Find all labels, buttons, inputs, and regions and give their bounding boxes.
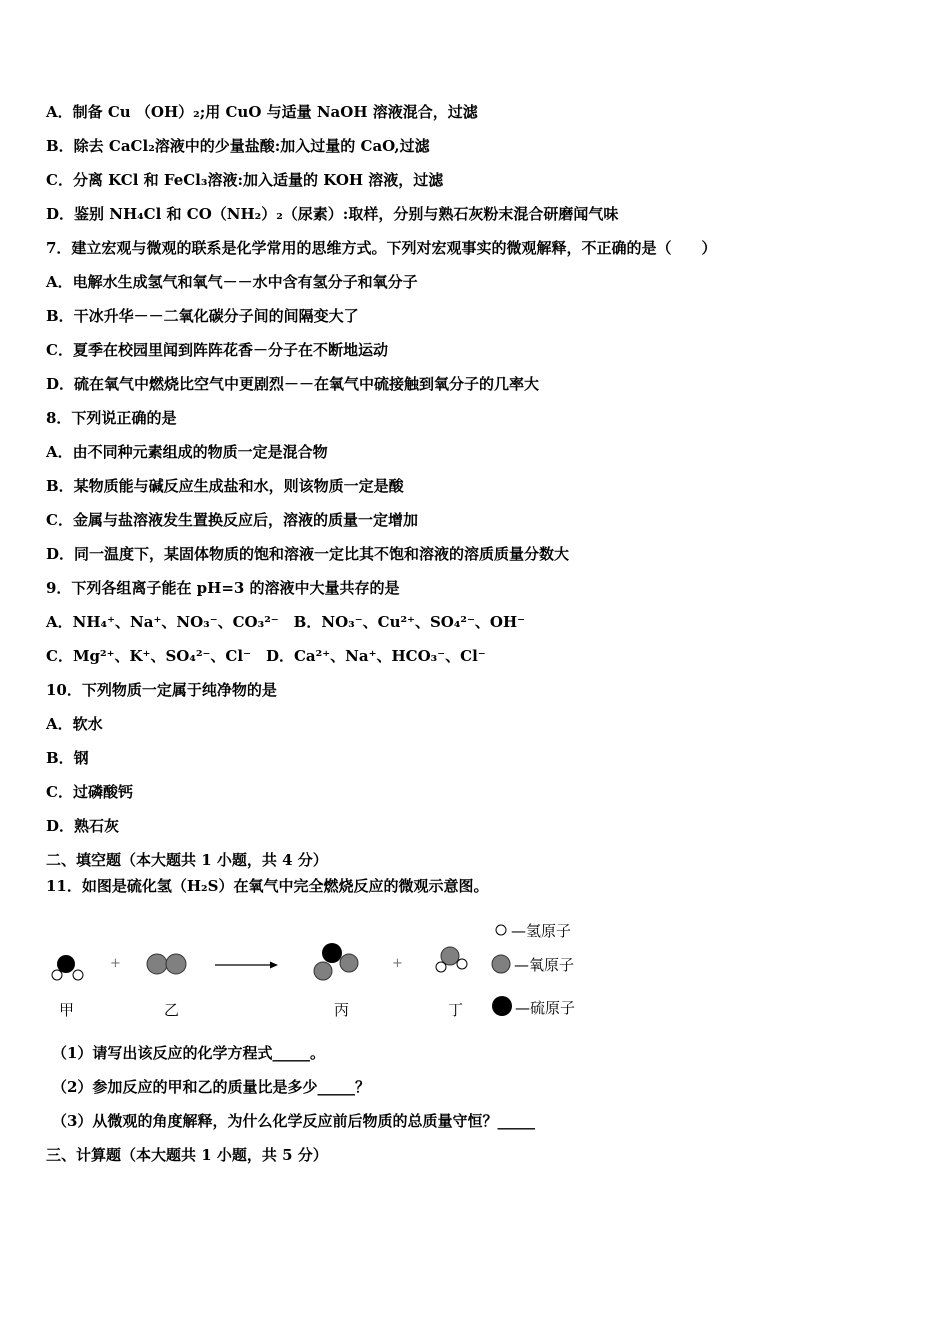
- molecule-ding: [436, 947, 467, 972]
- q10-stem: 10．下列物质一定属于纯净物的是: [46, 681, 277, 699]
- q7-option-b: B．干冰升华－－二氧化碳分子间的间隔变大了: [46, 307, 359, 325]
- q8-option-c: C．金属与盐溶液发生置换反应后，溶液的质量一定增加: [46, 511, 418, 529]
- q10-option-c: C．过磷酸钙: [46, 783, 133, 801]
- legend-hydrogen-symbol: [496, 925, 506, 935]
- plus-sign: +: [110, 956, 121, 971]
- q9-options-cd: C．Mg²⁺、K⁺、SO₄²⁻、Cl⁻ D．Ca²⁺、Na⁺、HCO₃⁻、Cl⁻: [46, 647, 486, 665]
- q7-stem: 7．建立宏观与微观的联系是化学常用的思维方式。下列对宏观事实的微观解释，不正确的是（ ）: [46, 239, 717, 257]
- q8-option-d: D．同一温度下，某固体物质的饱和溶液一定比其不饱和溶液的溶质质量分数大: [46, 545, 570, 563]
- q8-stem: 8．下列说正确的是: [46, 409, 177, 427]
- hydrogen-atom: [457, 959, 467, 969]
- legend-sulfur-symbol: [492, 996, 512, 1016]
- label-ding: 丁: [448, 1001, 464, 1019]
- q11-stem: 11．如图是硫化氢（H₂S）在氧气中完全燃烧反应的微观示意图。: [46, 877, 489, 895]
- plus-sign: +: [392, 956, 403, 971]
- q6-option-a: A．制备 Cu （OH）₂;用 CuO 与适量 NaOH 溶液混合，过滤: [46, 103, 478, 121]
- molecule-yi: [147, 954, 186, 974]
- legend-sulfur-label: —硫原子: [515, 999, 576, 1017]
- q6-option-c: C．分离 KCl 和 FeCl₃溶液:加入适量的 KOH 溶液，过滤: [46, 171, 444, 189]
- oxygen-atom: [147, 954, 167, 974]
- reaction-arrow: [215, 962, 278, 969]
- legend: [492, 925, 512, 1016]
- q8-option-a: A．由不同种元素组成的物质一定是混合物: [46, 443, 328, 461]
- hydrogen-atom: [73, 970, 83, 980]
- q9-options-ab: A．NH₄⁺、Na⁺、NO₃⁻、CO₃²⁻ B．NO₃⁻、Cu²⁺、SO₄²⁻、OH⁻: [46, 613, 526, 631]
- section-2-heading: 二、填空题（本大题共 1 小题，共 4 分）: [46, 851, 328, 869]
- q11-part-3: （3）从微观的角度解释，为什么化学反应前后物质的总质量守恒？_____: [52, 1112, 535, 1130]
- hydrogen-atom: [52, 970, 62, 980]
- label-bing: 丙: [334, 1001, 350, 1019]
- legend-oxygen-label: —氧原子: [514, 956, 575, 974]
- q11-part-2: （2）参加反应的甲和乙的质量比是多少_____？: [52, 1078, 370, 1096]
- q6-option-d: D．鉴别 NH₄Cl 和 CO（NH₂）₂（尿素）:取样，分别与熟石灰粉末混合研磨闻气味: [46, 205, 619, 223]
- q9-stem: 9．下列各组离子能在 pH=3 的溶液中大量共存的是: [46, 579, 400, 597]
- hydrogen-atom: [436, 962, 446, 972]
- oxygen-atom: [314, 962, 332, 980]
- legend-oxygen-symbol: [492, 955, 510, 973]
- q7-option-c: C．夏季在校园里闻到阵阵花香－分子在不断地运动: [46, 341, 388, 359]
- q7-option-d: D．硫在氧气中燃烧比空气中更剧烈－－在氧气中硫接触到氧分子的几率大: [46, 375, 540, 393]
- q8-option-b: B．某物质能与碱反应生成盐和水，则该物质一定是酸: [46, 477, 404, 495]
- label-yi: 乙: [164, 1001, 180, 1019]
- oxygen-atom: [166, 954, 186, 974]
- q10-option-a: A．软水: [46, 715, 103, 733]
- section-3-heading: 三、计算题（本大题共 1 小题，共 5 分）: [46, 1146, 328, 1164]
- oxygen-atom: [340, 954, 358, 972]
- molecule-jia: [52, 955, 83, 980]
- q6-option-b: B．除去 CaCl₂溶液中的少量盐酸:加入过量的 CaO,过滤: [46, 137, 430, 155]
- sulfur-atom: [322, 943, 342, 963]
- q11-part-1: （1）请写出该反应的化学方程式_____。: [52, 1044, 325, 1062]
- label-jia: 甲: [59, 1001, 75, 1019]
- reaction-diagram: [40, 915, 620, 1025]
- legend-hydrogen-label: —氢原子: [511, 922, 572, 940]
- q10-option-b: B．钢: [46, 749, 89, 767]
- q7-option-a: A．电解水生成氢气和氧气－－水中含有氢分子和氧分子: [46, 273, 418, 291]
- molecule-bing: [314, 943, 358, 980]
- q10-option-d: D．熟石灰: [46, 817, 120, 835]
